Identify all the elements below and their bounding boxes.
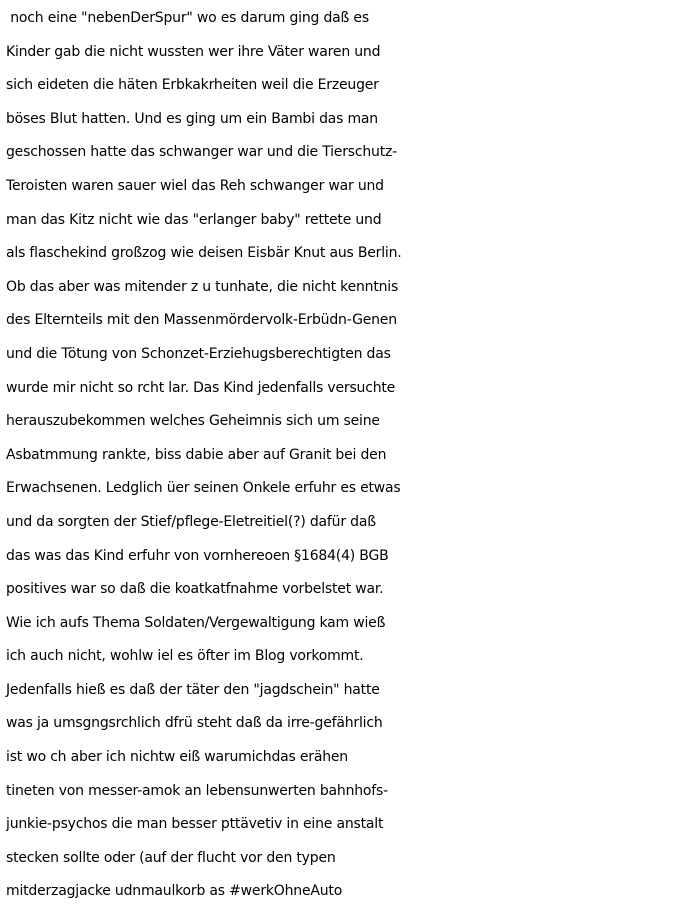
text-line-7: man das Kitz nicht wie das "erlanger baby" rettete und [6,211,382,228]
text-line-21: Jedenfalls hieß es daß der täter den "jagdschein" hatte [6,681,380,698]
text-line-19: Wie ich aufs Thema Soldaten/Vergewaltigung kam wieß [6,614,386,631]
text-line-25: junkie-psychos die man besser pttävetiv in eine anstalt [6,816,384,833]
text-line-10: des Elternteils mit den Massenmördervolk-Erbüdn-Genen [6,312,397,329]
text-line-16: und da sorgten der Stief/pflege-Eletreitiel(?) dafür daß [6,513,376,530]
text-line-1: noch eine "nebenDerSpur" wo es darum ging daß es [6,10,369,26]
text-line-24: tineten von messer-amok an lebensunwerten bahnhofs- [6,782,388,799]
text-line-17: das was das Kind erfuhr von vornhereoen §1684(4) BGB [6,547,389,564]
text-line-6: Teroisten waren sauer wiel das Reh schwanger war und [6,177,384,194]
text-line-9: Ob das aber was mitender z u tunhate, die nicht kenntnis [6,278,399,295]
text-line-18: positives war so daß die koatkatfnahme vorbelstet war. [6,581,384,598]
text-line-5: geschossen hatte das schwanger war und die Tierschutz- [6,144,397,161]
text-line-20: ich auch nicht, wohlw iel es öfter im Blog vorkommt. [6,648,364,665]
text-line-3: sich eideten die häten Erbkakrheiten weil die Erzeuger [6,77,379,94]
text-line-2: Kinder gab die nicht wussten wer ihre Väter waren und [6,43,381,60]
text-line-4: böses Blut hatten. Und es ging um ein Bambi das man [6,110,378,127]
text-line-8: als flaschekind großzog wie deisen Eisbär Knut aus Berlin. [6,245,402,262]
document-text [6,2,682,909]
text-line-14: Asbatmmung rankte, biss dabie aber auf Granit bei den [6,446,387,463]
text-line-27: mitderzagjacke udnmaulkorb as #werkOhneAuto [6,883,343,900]
text-line-15: Erwachsenen. Ledglich üer seinen Onkele erfuhr es etwas [6,480,401,497]
text-line-13: herauszubekommen welches Geheimnis sich um seine [6,413,380,430]
text-line-12: wurde mir nicht so rcht lar. Das Kind jedenfalls versuchte [6,379,396,396]
text-line-23: ist wo ch aber ich nichtw eiß warumichdas erähen [6,749,348,766]
text-line-22: was ja umsgngsrchlich dfrü steht daß da irre-gefährlich [6,715,383,732]
text-line-11: und die Tötung von Schonzet-Erziehugsberechtigten das [6,345,391,362]
text-line-26: stecken sollte oder (auf der flucht vor den typen [6,849,336,866]
